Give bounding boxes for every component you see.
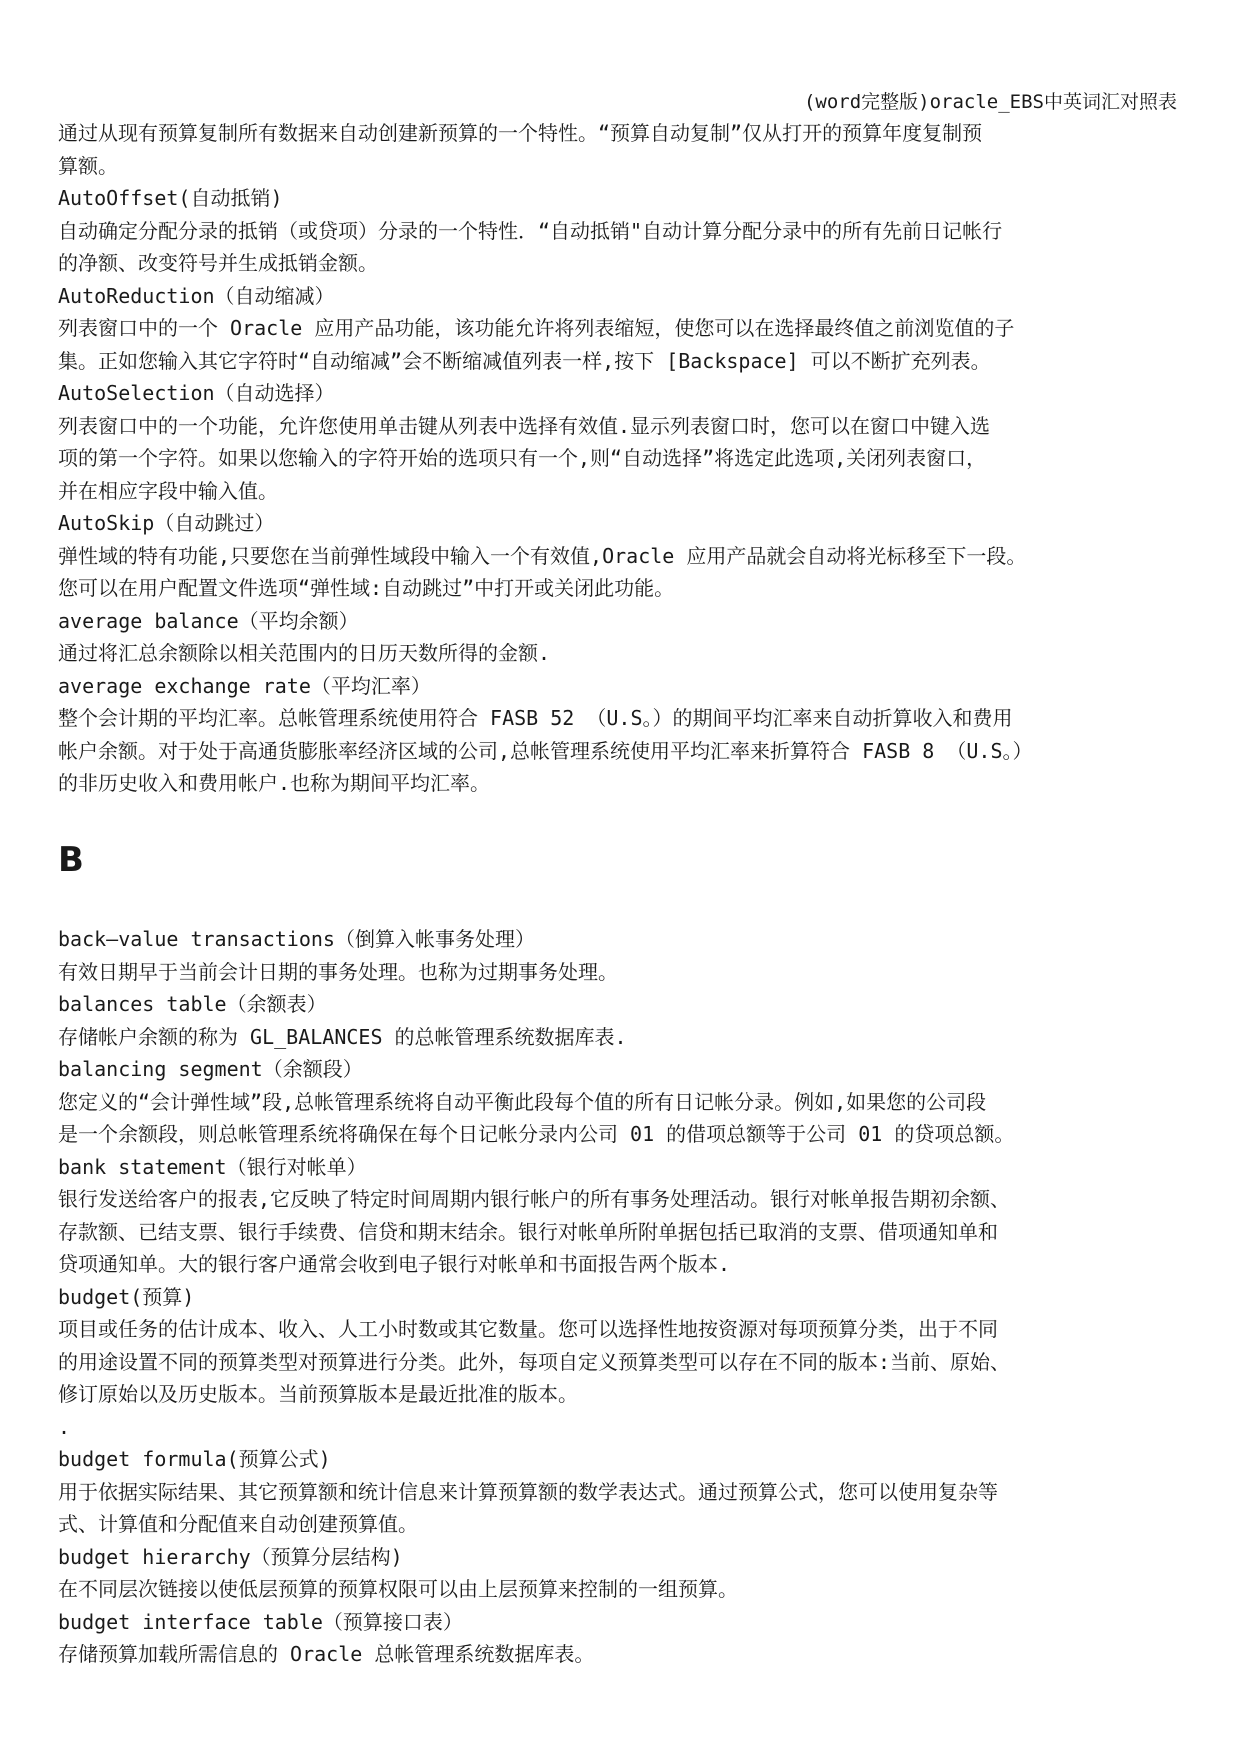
text-line: 通过从现有预算复制所有数据来自动创建新预算的一个特性。“预算自动复制”仅从打开的预算年度复制预 bbox=[58, 121, 983, 145]
text-line: 集。正如您输入其它字符时“自动缩减”会不断缩减值列表一样,按下 [Backspace] 可以不断扩充列表。 bbox=[58, 348, 991, 373]
text-line: 是一个余额段，则总帐管理系统将确保在每个日记帐分录内公司 01 的借项总额等于公司 01 的贷项总额。 bbox=[58, 1122, 1015, 1146]
glossary-section-a bbox=[58, 117, 1188, 800]
term-line: back—value transactions（倒算入帐事务处理） bbox=[58, 927, 535, 951]
text-line: 列表窗口中的一个功能，允许您使用单击键从列表中选择有效值.显示列表窗口时，您可以在窗口中键入选 bbox=[58, 413, 991, 438]
term-line: budget interface table（预算接口表） bbox=[58, 1609, 463, 1634]
term-line: budget formula(预算公式) bbox=[58, 1447, 331, 1471]
text-line: 列表窗口中的一个 Oracle 应用产品功能，该功能允许将列表缩短，使您可以在选择最终值之前浏览值的子 bbox=[58, 316, 1015, 340]
term-line: bank statement（银行对帐单） bbox=[58, 1154, 367, 1179]
text-line: 存储帐户余额的称为 GL_BALANCES 的总帐管理系统数据库表. bbox=[58, 1024, 627, 1049]
term-line: balancing segment（余额段） bbox=[58, 1057, 363, 1081]
text-line: 的净额、改变符号并生成抵销金额。 bbox=[58, 251, 378, 275]
term-line: budget hierarchy（预算分层结构) bbox=[58, 1544, 403, 1569]
text-line: 您定义的“会计弹性域”段,总帐管理系统将自动平衡此段每个值的所有日记帐分录。例如,如果您的公司段 bbox=[58, 1089, 987, 1114]
term-line: AutoSelection（自动选择） bbox=[58, 381, 335, 405]
text-line: 银行发送给客户的报表,它反映了特定时间周期内银行帐户的所有事务处理活动。银行对帐单报告期初余额、 bbox=[58, 1187, 1011, 1211]
text-line: 项目或任务的估计成本、收入、人工小时数或其它数量。您可以选择性地按资源对每项预算分类，出于不同 bbox=[58, 1317, 998, 1341]
text-line: 弹性域的特有功能,只要您在当前弹性域段中输入一个有效值,Oracle 应用产品就会自动将光标移至下一段。 bbox=[58, 543, 1027, 568]
text-line: 自动确定分配分录的抵销（或贷项）分录的一个特性．“自动抵销"自动计算分配分录中的所有先前日记帐行 bbox=[58, 218, 1003, 243]
page-header: (word完整版)oracle_EBS中英词汇对照表 bbox=[803, 91, 1177, 113]
text-line: 有效日期早于当前会计日期的事务处理。也称为过期事务处理。 bbox=[58, 959, 618, 984]
text-line: 并在相应字段中输入值。 bbox=[58, 478, 278, 503]
text-line: 整个会计期的平均汇率。总帐管理系统使用符合 FASB 52 （U.S。）的期间平均汇率来自动折算收入和费用 bbox=[58, 706, 1013, 730]
text-line: 式、计算值和分配值来自动创建预算值。 bbox=[58, 1512, 418, 1536]
text-line: 修订原始以及历史版本。当前预算版本是最近批准的版本。 bbox=[58, 1382, 578, 1406]
text-line: 的非历史收入和费用帐户.也称为期间平均汇率。 bbox=[58, 771, 491, 795]
term-line: budget(预算) bbox=[58, 1284, 195, 1309]
term-line: AutoOffset(自动抵销) bbox=[58, 186, 283, 210]
text-line: 在不同层次链接以使低层预算的预算权限可以由上层预算来控制的一组预算。 bbox=[58, 1577, 738, 1601]
text-line: 存款额、已结支票、银行手续费、信贷和期末结余。银行对帐单所附单据包括已取消的支票、借项通知单和 bbox=[58, 1219, 998, 1244]
text-line: 项的第一个字符。如果以您输入的字符开始的选项只有一个,则“自动选择”将选定此选项,关闭列表窗口， bbox=[58, 446, 987, 470]
text-line: 的用途设置不同的预算类型对预算进行分类。此外，每项自定义预算类型可以存在不同的版本:当前、原始、 bbox=[58, 1349, 1011, 1374]
text-line: . bbox=[58, 1414, 71, 1439]
glossary-section-b bbox=[58, 923, 1188, 1671]
text-line: 帐户余额。对于处于高通货膨胀率经济区域的公司,总帐管理系统使用平均汇率来折算符合 FASB 8 （U.S。） bbox=[58, 738, 1033, 763]
term-line: average balance（平均余额） bbox=[58, 608, 359, 633]
term-line: balances table（余额表） bbox=[58, 992, 327, 1016]
term-line: AutoReduction（自动缩减） bbox=[58, 283, 335, 308]
term-line: AutoSkip（自动跳过） bbox=[58, 511, 275, 535]
term-line: average exchange rate（平均汇率） bbox=[58, 673, 431, 698]
text-line: 贷项通知单。大的银行客户通常会收到电子银行对帐单和书面报告两个版本. bbox=[58, 1252, 731, 1276]
text-line: 您可以在用户配置文件选项“弹性域:自动跳过”中打开或关闭此功能。 bbox=[58, 576, 675, 600]
text-line: 通过将汇总余额除以相关范围内的日历天数所得的金额. bbox=[58, 641, 551, 665]
text-line: 算额。 bbox=[58, 153, 118, 178]
text-line: 存储预算加载所需信息的 Oracle 总帐管理系统数据库表。 bbox=[58, 1642, 595, 1666]
text-line: 用于依据实际结果、其它预算额和统计信息来计算预算额的数学表达式。通过预算公式，您可以使用复杂等 bbox=[58, 1479, 998, 1504]
section-heading: B bbox=[58, 840, 84, 880]
